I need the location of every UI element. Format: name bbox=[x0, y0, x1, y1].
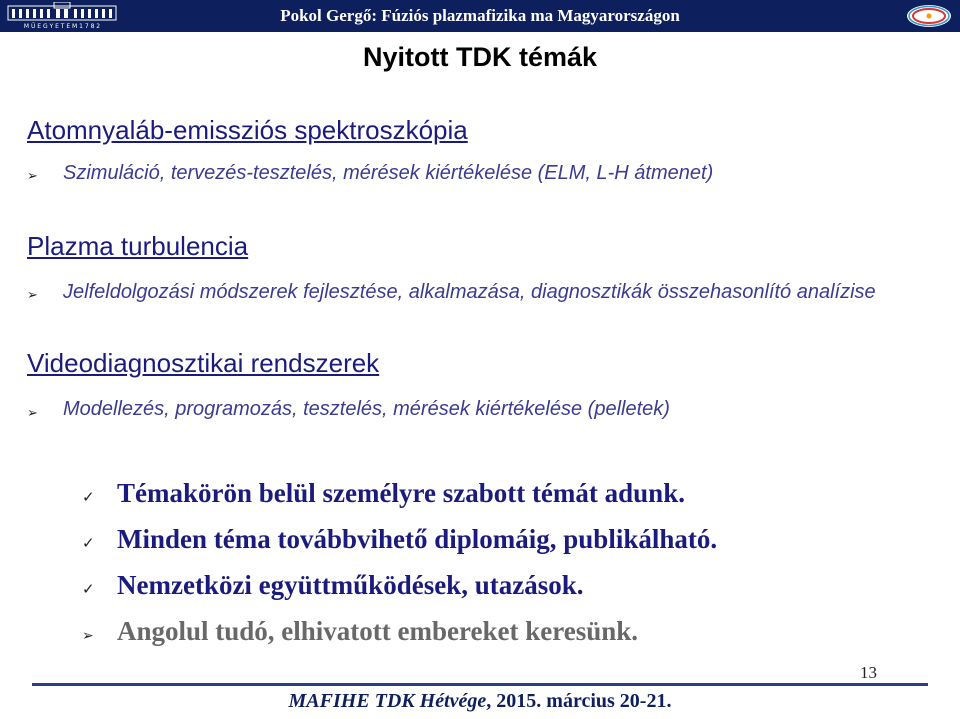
check-bullet-icon: ✓ bbox=[82, 581, 95, 598]
section-heading-beam-emission: Atomnyaláb-emissziós spektroszkópia bbox=[27, 115, 468, 145]
footer-event: MAFIHE TDK Hétvége bbox=[288, 690, 487, 712]
arrow-bullet-icon: ➢ bbox=[27, 168, 38, 183]
check-bullet-icon: ✓ bbox=[82, 535, 95, 552]
header-title: Pokol Gergő: Fúziós plazmafizika ma Magyarországon bbox=[280, 6, 680, 25]
logo-left-text: M Ű E G Y E T E M 1 7 8 2 bbox=[23, 23, 101, 30]
note-item: Angolul tudó, elhivatott embereket keresünk. bbox=[117, 616, 639, 646]
section-item-plasma-turbulence: Jelfeldolgozási módszerek fejlesztése, alkalmazása, diagnosztikák összehasonlító analízise bbox=[63, 281, 876, 303]
note-item: Nemzetközi együttműködések, utazások. bbox=[117, 570, 584, 600]
footer-divider bbox=[32, 683, 928, 686]
section-heading-plasma-turbulence: Plazma turbulencia bbox=[27, 231, 249, 261]
section-item-video-diagnostics: Modellezés, programozás, tesztelés, mérések kiértékelése (pelletek) bbox=[63, 398, 670, 420]
check-bullet-icon: ✓ bbox=[82, 489, 95, 506]
note-item: Minden téma továbbvihető diplomáig, publikálható. bbox=[117, 524, 718, 554]
note-item: Témakörön belül személyre szabott témát adunk. bbox=[117, 478, 685, 508]
footer-date: , 2015. március 20-21. bbox=[486, 690, 672, 712]
arrow-bullet-icon: ➢ bbox=[82, 627, 94, 643]
eurofusion-logo-icon bbox=[904, 2, 954, 30]
footer-text bbox=[0, 690, 960, 713]
arrow-bullet-icon: ➢ bbox=[27, 405, 38, 420]
section-heading-video-diagnostics: Videodiagnosztikai rendszerek bbox=[27, 348, 380, 378]
slide-title: Nyitott TDK témák bbox=[362, 42, 598, 72]
header-bar bbox=[0, 0, 960, 32]
page-number: 13 bbox=[860, 663, 877, 682]
section-item-beam-emission: Szimuláció, tervezés-tesztelés, mérések kiértékelése (ELM, L-H átmenet) bbox=[63, 162, 714, 184]
arrow-bullet-icon: ➢ bbox=[27, 287, 38, 302]
